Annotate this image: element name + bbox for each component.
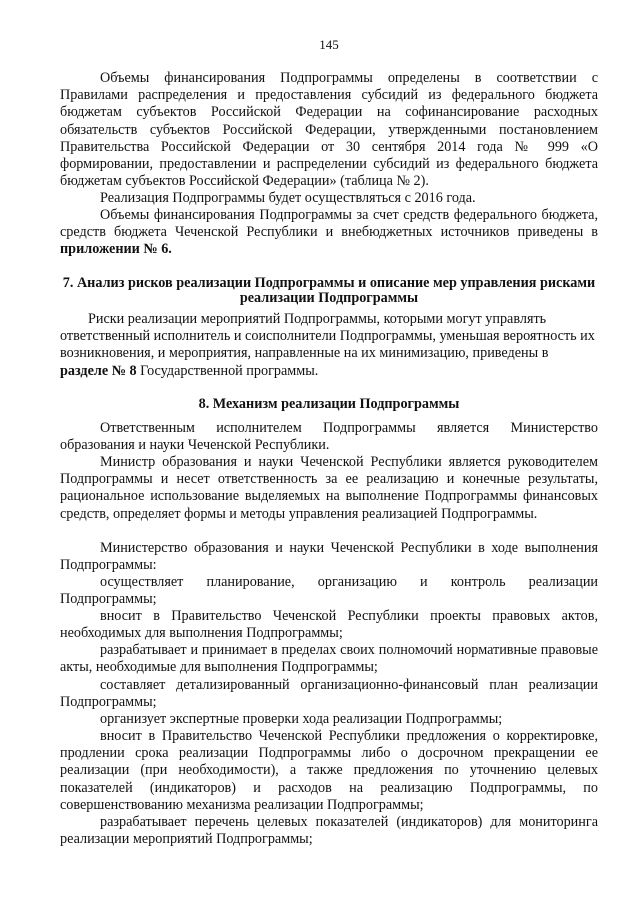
ministry-duties-intro: Министерство образования и науки Чеченской Республики в ходе выполнения Подпрограммы:	[60, 540, 598, 574]
funding-sources-paragraph	[60, 207, 598, 259]
risks-paragraph	[60, 311, 598, 380]
minister-paragraph: Министр образования и науки Чеченской Республики является руководителем Подпрограммы и несет ответственность за ее реализацию и конечные результаты, рациональное использование выделяемых на выполнение Подпрограммы финансовых средств, определяет формы и методы управления реализацией Подпрограммы.	[60, 454, 598, 522]
duty-expert-reviews: организует экспертные проверки хода реализации Подпрограммы;	[100, 711, 503, 727]
section-8-heading: 8. Механизм реализации Подпрограммы	[198, 396, 460, 412]
financing-paragraph: Объемы финансирования Подпрограммы определены в соответствии с Правилами распределения и предоставления субсидий из федерального бюджета бюджетам субъектов Российской Федерации на софинансирование расходных обязательств субъектов Российской Федерации, утвержденными постановлением Правительства Российской Федерации от 30 сентября 2014 года № 999 «О формировании, предоставлении и распределении субсидий из федерального бюджета бюджетам субъектов Российской Федерации» (таблица № 2).	[60, 70, 598, 190]
duty-legal-acts: вносит в Правительство Чеченской Республики проекты правовых актов, необходимых для выполнения Подпрограммы;	[60, 608, 598, 642]
risks-text-end: Государственной программы.	[136, 362, 319, 379]
section-reference: разделе № 8	[60, 362, 137, 379]
duty-normative-acts: разрабатывает и принимает в пределах своих полномочий нормативные правовые акты, необходимые для выполнения Подпрограммы;	[60, 642, 598, 676]
section-7-heading: 7. Анализ рисков реализации Подпрограммы и описание мер управления рисками реализации Подпрограммы	[62, 275, 596, 306]
implementation-period-paragraph: Реализация Подпрограммы будет осуществляться с 2016 года.	[100, 190, 476, 206]
appendix-reference: приложении № 6.	[60, 241, 172, 258]
responsible-executor-paragraph: Ответственным исполнителем Подпрограммы является Министерство образования и науки Чеченской Республики.	[60, 420, 598, 454]
duty-planning: осуществляет планирование, организацию и контроль реализации Подпрограммы;	[60, 574, 598, 608]
duty-financial-plan: составляет детализированный организационно-финансовый план реализации Подпрограммы;	[60, 677, 598, 711]
page-number: 145	[319, 37, 339, 52]
risks-text: Риски реализации мероприятий Подпрограммы, которыми могут управлять ответственный исполнитель и соисполнители Подпрограммы, уменьшая вероятность их возникновения, и мероприятия, направленные на их минимизацию, приведены в	[60, 311, 595, 362]
funding-sources-text: Объемы финансирования Подпрограммы за счет средств федерального бюджета, средств бюджета Чеченской Республики и внебюджетных источников приведены в	[60, 207, 598, 241]
duty-indicators: разрабатывает перечень целевых показателей (индикаторов) для мониторинга реализации мероприятий Подпрограммы;	[60, 814, 598, 848]
duty-proposals: вносит в Правительство Чеченской Республики предложения о корректировке, продлении срока реализации Подпрограммы либо о досрочном прекращении ее реализации (при необходимости), а также предложения по уточнению целевых показателей (индикаторов) и расходов на реализацию Подпрограммы, по совершенствованию механизма реализации Подпрограммы;	[60, 728, 598, 813]
